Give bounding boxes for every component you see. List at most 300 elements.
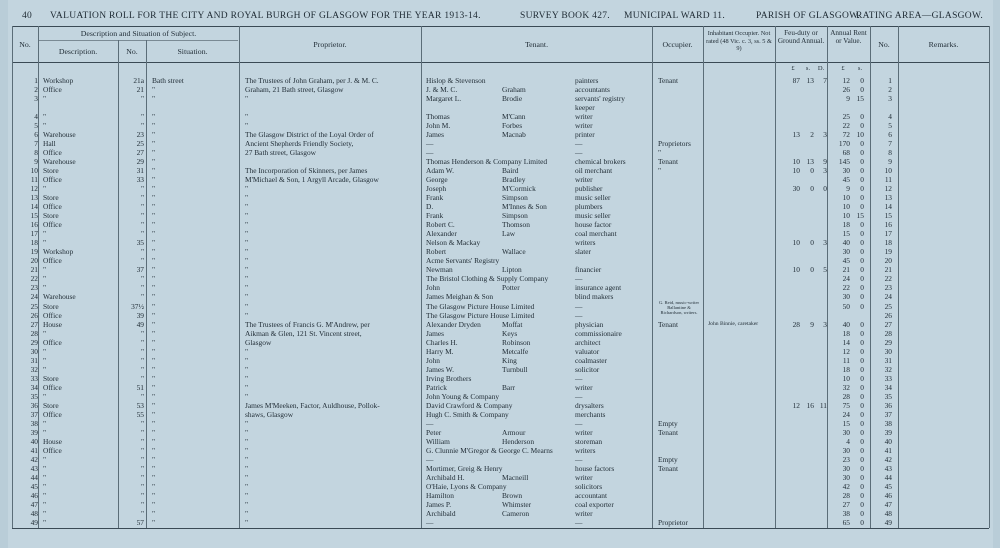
- street-number: ": [140, 346, 144, 356]
- annual-shillings: 0: [860, 400, 864, 410]
- proprietor: ": [245, 364, 249, 374]
- tenant-occupation: chemical brokers: [575, 157, 626, 167]
- annual-pounds: 145: [838, 157, 850, 167]
- description: Warehouse: [43, 292, 76, 302]
- situation: ": [152, 274, 156, 284]
- proprietor: The Incorporation of Skinners, per James: [245, 166, 368, 176]
- description: ": [43, 328, 47, 338]
- proprietor: ": [245, 472, 249, 482]
- street-number: ": [140, 499, 144, 509]
- annual-pounds: 14: [842, 337, 850, 347]
- annual-shillings: 0: [860, 121, 864, 131]
- occupier: ": [658, 166, 662, 176]
- proprietor: ": [245, 202, 249, 212]
- tenant-surname: M'Innes & Son: [502, 202, 547, 212]
- table-top-rule: [12, 26, 989, 27]
- annual-pounds: 30: [842, 472, 850, 482]
- situation: ": [152, 508, 156, 518]
- tenant-name: —: [426, 454, 434, 464]
- description: ": [43, 121, 47, 131]
- row-number: 48: [30, 508, 38, 518]
- row-number: 7: [34, 139, 38, 149]
- row-number: 14: [30, 202, 38, 212]
- tenant-occupation: printer: [575, 130, 595, 140]
- street-number: ": [140, 490, 144, 500]
- tenant-occupation: slater: [575, 247, 592, 257]
- situation: ": [152, 85, 156, 95]
- row-number-right: 14: [884, 202, 892, 212]
- situation: ": [152, 337, 156, 347]
- annual-shillings: 0: [860, 139, 864, 149]
- occupier: Proprietors: [658, 139, 691, 149]
- annual-shillings: 0: [860, 499, 864, 509]
- proprietor: ": [245, 274, 249, 284]
- situation: ": [152, 328, 156, 338]
- situation: ": [152, 112, 156, 122]
- annual-shillings: 0: [860, 409, 864, 419]
- situation: ": [152, 220, 156, 230]
- annual-pounds: 75: [842, 400, 850, 410]
- tenant-name: —: [426, 148, 434, 158]
- description: ": [43, 454, 47, 464]
- tenant-occupation: —: [575, 454, 583, 464]
- annual-shillings: 0: [860, 373, 864, 383]
- street-number: ": [140, 481, 144, 491]
- row-number: 34: [30, 382, 38, 392]
- tenant-name: John: [426, 283, 440, 293]
- description: ": [43, 391, 47, 401]
- tenant-occupation: writers: [575, 445, 596, 455]
- tenant-occupation: —: [575, 148, 583, 158]
- description: Store: [43, 166, 59, 176]
- tenant-occupation: servants' registry: [575, 94, 625, 104]
- description: Warehouse: [43, 157, 76, 167]
- annual-pounds: 21: [842, 265, 850, 275]
- tenant-surname: Simpson: [502, 211, 528, 221]
- tenant-name: Adam W.: [426, 166, 454, 176]
- situation: ": [152, 490, 156, 500]
- row-number: 45: [30, 481, 38, 491]
- annual-pounds: 18: [842, 328, 850, 338]
- tenant-occupation: merchants: [575, 409, 606, 419]
- description: Hall: [43, 139, 56, 149]
- feu-pound-unit: £: [791, 65, 795, 72]
- annual-pounds: 12: [842, 76, 850, 85]
- col-situation: Situation.: [177, 47, 208, 56]
- tenant-name: David Crawford & Company: [426, 400, 513, 410]
- description: Store: [43, 193, 59, 203]
- annual-pounds: 18: [842, 220, 850, 230]
- street-number: ": [140, 391, 144, 401]
- annual-pounds: 40: [842, 238, 850, 248]
- row-number-right: 47: [884, 499, 892, 509]
- street-number: ": [140, 112, 144, 122]
- tenant-surname: Brodie: [502, 94, 523, 104]
- description: ": [43, 472, 47, 482]
- occupier: Tenant: [658, 157, 679, 167]
- annual-pounds: 50: [842, 301, 850, 311]
- street-number: 23: [136, 130, 144, 140]
- proprietor: ": [245, 193, 249, 203]
- annual-pounds: 22: [842, 121, 850, 131]
- annual-pounds: 15: [842, 418, 850, 428]
- annual-shillings: 0: [860, 166, 864, 176]
- tenant-surname: Forbes: [502, 121, 523, 131]
- situation: ": [152, 481, 156, 491]
- tenant-name: Hislop & Stevenson: [426, 76, 486, 85]
- tenant-occupation: plumbers: [575, 202, 603, 212]
- situation: ": [152, 463, 156, 473]
- proprietor: ": [245, 481, 249, 491]
- proprietor: ": [245, 220, 249, 230]
- annual-pounds: 9: [846, 94, 850, 104]
- annual-pounds: 24: [842, 409, 850, 419]
- col-number: No.: [126, 47, 138, 56]
- situation: ": [152, 454, 156, 464]
- situation: ": [152, 184, 156, 194]
- feu-pence-unit: D.: [817, 65, 825, 72]
- row-number-right: 37: [884, 409, 892, 419]
- tenant-surname: Robinson: [502, 337, 531, 347]
- street-number: ": [140, 247, 144, 257]
- description: ": [43, 364, 47, 374]
- row-number: 39: [30, 427, 38, 437]
- street-number: ": [140, 274, 144, 284]
- description: Office: [43, 409, 62, 419]
- proprietor: ": [245, 373, 249, 383]
- annual-shillings: 0: [860, 418, 864, 428]
- description: Office: [43, 337, 62, 347]
- situation: ": [152, 139, 156, 149]
- row-number: 2: [34, 85, 38, 95]
- annual-pound-unit: £: [841, 65, 845, 72]
- situation: ": [152, 301, 156, 311]
- row-number: 25: [30, 301, 38, 311]
- row-number-right: 49: [884, 517, 892, 527]
- proprietor: The Trustees of Francis G. M'Andrew, per: [245, 319, 370, 329]
- annual-pounds: 26: [842, 85, 850, 95]
- tenant-name: The Glasgow Picture House Limited: [426, 301, 535, 311]
- proprietor: ": [245, 382, 249, 392]
- situation: ": [152, 94, 156, 104]
- tenant-name: —: [426, 139, 434, 149]
- feu-pence: 3: [823, 319, 827, 329]
- tenant-occupation: —: [575, 301, 583, 311]
- feu-pounds: 13: [792, 130, 800, 140]
- situation: ": [152, 211, 156, 221]
- tenant-name: John: [426, 355, 440, 365]
- col-no: No.: [19, 40, 31, 49]
- street-number: ": [140, 454, 144, 464]
- proprietor: ": [245, 121, 249, 131]
- description: ": [43, 283, 47, 293]
- feu-pence: 5: [823, 265, 827, 275]
- tenant-occupation: writer: [575, 508, 593, 518]
- feu-shillings: 13: [806, 157, 814, 167]
- row-number-right: 35: [884, 391, 892, 401]
- proprietor: ": [245, 355, 249, 365]
- annual-shillings: 0: [860, 319, 864, 329]
- row-number: 37: [30, 409, 38, 419]
- parish: PARISH OF GLASGOW.: [756, 11, 861, 21]
- proprietor: ": [245, 463, 249, 473]
- row-number: 44: [30, 472, 38, 482]
- tenant-surname: Simpson: [502, 193, 528, 203]
- feu-pounds: 10: [792, 238, 800, 248]
- annual-pounds: 40: [842, 319, 850, 329]
- annual-pounds: 32: [842, 382, 850, 392]
- situation: ": [152, 121, 156, 131]
- row-number: 9: [34, 157, 38, 167]
- annual-pounds: 24: [842, 274, 850, 284]
- row-number-right: 16: [884, 220, 892, 230]
- tenant-occupation: storeman: [575, 436, 603, 446]
- tenant-name: D.: [426, 202, 434, 212]
- col-tenant: Tenant.: [524, 40, 549, 49]
- tenant-name: Patrick: [426, 382, 447, 392]
- row-number-right: 48: [884, 508, 892, 518]
- feu-pounds: 87: [792, 76, 800, 85]
- row-number: 27: [30, 319, 38, 329]
- street-number: 53: [136, 400, 144, 410]
- row-number-right: 28: [884, 328, 892, 338]
- proprietor: The Trustees of John Graham, per J. & M. C.: [245, 76, 379, 85]
- tenant-name: Irving Brothers: [426, 373, 472, 383]
- row-number: 32: [30, 364, 38, 374]
- description: Office: [43, 175, 62, 185]
- street-number: ": [140, 256, 144, 266]
- row-number: 42: [30, 454, 38, 464]
- description: ": [43, 508, 47, 518]
- row-number-right: 8: [888, 148, 892, 158]
- street-number: 37: [136, 265, 144, 275]
- annual-pounds: 42: [842, 481, 850, 491]
- street-number: 35: [136, 238, 144, 248]
- tenant-surname: Brown: [502, 490, 523, 500]
- tenant-occupation: —: [575, 418, 583, 428]
- tenant-occupation: coal merchant: [575, 229, 617, 239]
- description: Office: [43, 202, 62, 212]
- row-number: 1: [34, 76, 38, 85]
- tenant-occupation: commissionaire: [575, 328, 622, 338]
- row-number: 30: [30, 346, 38, 356]
- proprietor: ": [245, 499, 249, 509]
- proprietor: Aikman & Glen, 121 St. Vincent street,: [245, 328, 362, 338]
- feu-shillings: 9: [810, 319, 814, 329]
- row-number: 11: [30, 175, 38, 185]
- tenant-occupation: painters: [575, 76, 599, 85]
- annual-shillings: 0: [860, 157, 864, 167]
- description: ": [43, 355, 47, 365]
- row-number-right: 3: [888, 94, 892, 104]
- annual-shillings: 0: [860, 229, 864, 239]
- tenant-occupation: music seller: [575, 211, 611, 221]
- annual-shillings: 0: [860, 337, 864, 347]
- row-number: 49: [30, 517, 38, 527]
- annual-pounds: 30: [842, 463, 850, 473]
- tenant-name: Archibald: [426, 508, 456, 518]
- row-number-right: 6: [888, 130, 892, 140]
- tenant-surname: M'Cann: [502, 112, 526, 122]
- description: ": [43, 418, 47, 428]
- row-number-right: 23: [884, 283, 892, 293]
- annual-pounds: 25: [842, 112, 850, 122]
- tenant-occupation: accountant: [575, 490, 608, 500]
- street-number: ": [140, 472, 144, 482]
- description: Store: [43, 211, 59, 221]
- situation: ": [152, 400, 156, 410]
- occupier: Proprietor: [658, 517, 688, 527]
- annual-pounds: 18: [842, 364, 850, 374]
- annual-pounds: 23: [842, 454, 850, 464]
- desc-group-rule: [38, 40, 238, 41]
- street-number: ": [140, 328, 144, 338]
- feu-shillings: 13: [806, 76, 814, 85]
- annual-shillings: 0: [860, 184, 864, 194]
- tenant-name: Hamilton: [426, 490, 454, 500]
- tenant-occupation: house factors: [575, 463, 615, 473]
- proprietor: ": [245, 94, 249, 104]
- row-number: 6: [34, 130, 38, 140]
- annual-pounds: 10: [842, 193, 850, 203]
- feu-pounds: 28: [792, 319, 800, 329]
- situation: ": [152, 175, 156, 185]
- proprietor: shaws, Glasgow: [245, 409, 294, 419]
- row-number: 46: [30, 490, 38, 500]
- description: Office: [43, 85, 62, 95]
- proprietor: ": [245, 517, 249, 527]
- annual-pounds: 65: [842, 517, 850, 527]
- description: Workshop: [43, 76, 74, 85]
- tenant-surname: Baird: [502, 166, 519, 176]
- proprietor: ": [245, 490, 249, 500]
- street-number: ": [140, 283, 144, 293]
- row-number-right: 22: [884, 274, 892, 284]
- feu-pounds: 12: [792, 400, 800, 410]
- description: ": [43, 238, 47, 248]
- annual-shillings: 0: [860, 283, 864, 293]
- annual-pounds: 22: [842, 283, 850, 293]
- tenant-surname: Thomson: [502, 220, 530, 230]
- description: House: [43, 319, 62, 329]
- annual-shillings: 0: [860, 301, 864, 311]
- annual-shillings: 0: [860, 517, 864, 527]
- street-number: 55: [136, 409, 144, 419]
- tenant-name: Frank: [426, 193, 444, 203]
- row-number-right: 45: [884, 481, 892, 491]
- description: ": [43, 94, 47, 104]
- tenant-surname: M'Cormick: [502, 184, 536, 194]
- annual-shillings: 10: [856, 130, 864, 140]
- row-number: 38: [30, 418, 38, 428]
- row-number-right: 13: [884, 193, 892, 203]
- annual-pounds: 9: [846, 184, 850, 194]
- tenant-surname: Lipton: [502, 265, 522, 275]
- situation: ": [152, 436, 156, 446]
- row-number: 31: [30, 355, 38, 365]
- tenant-name: The Glasgow Picture House Limited: [426, 310, 535, 320]
- annual-shillings: 15: [856, 94, 864, 104]
- situation: ": [152, 157, 156, 167]
- row-number: 29: [30, 337, 38, 347]
- situation: ": [152, 193, 156, 203]
- row-number: 43: [30, 463, 38, 473]
- tenant-occupation: accountants: [575, 85, 610, 95]
- tenant-surname: King: [502, 355, 517, 365]
- row-number-right: 20: [884, 256, 892, 266]
- description: Office: [43, 256, 62, 266]
- annual-pounds: 28: [842, 391, 850, 401]
- street-number: ": [140, 292, 144, 302]
- tenant-name: O'Haie, Lyons & Company: [426, 481, 507, 491]
- occupier: Tenant: [658, 463, 679, 473]
- row-number: 12: [30, 184, 38, 194]
- tenant-occupation: coalmaster: [575, 355, 608, 365]
- annual-shillings: 0: [860, 436, 864, 446]
- street-number: 33: [136, 175, 144, 185]
- row-number: 5: [34, 121, 38, 131]
- annual-pounds: 30: [842, 445, 850, 455]
- street-number: ": [140, 184, 144, 194]
- tenant-occupation: drysalters: [575, 400, 604, 410]
- row-number: 16: [30, 220, 38, 230]
- situation: ": [152, 499, 156, 509]
- street-number: ": [140, 427, 144, 437]
- street-number: 49: [136, 319, 144, 329]
- street-number: ": [140, 121, 144, 131]
- annual-shillings: 0: [860, 76, 864, 85]
- tenant-occupation: —: [575, 274, 583, 284]
- annual-pounds: 27: [842, 499, 850, 509]
- row-number-right: 17: [884, 229, 892, 239]
- feu-pence: 11: [819, 400, 827, 410]
- annual-shillings: 0: [860, 391, 864, 401]
- row-number-right: 18: [884, 238, 892, 248]
- description: ": [43, 427, 47, 437]
- proprietor: ": [245, 418, 249, 428]
- annual-pounds: 30: [842, 247, 850, 257]
- row-number-right: 24: [884, 292, 892, 302]
- proprietor: ": [245, 436, 249, 446]
- col-occupier: Occupier.: [662, 40, 693, 49]
- proprietor: ": [245, 454, 249, 464]
- proprietor: Glasgow: [245, 337, 272, 347]
- annual-pounds: 12: [842, 346, 850, 356]
- description: ": [43, 517, 47, 527]
- valuation-roll-page: [8, 0, 993, 548]
- street-number: 25: [136, 139, 144, 149]
- tenant-name: Frank: [426, 211, 444, 221]
- feu-pounds: 30: [792, 184, 800, 194]
- annual-shillings: 0: [860, 292, 864, 302]
- annual-shillings: 0: [860, 193, 864, 203]
- row-number-right: 46: [884, 490, 892, 500]
- proprietor: ": [245, 283, 249, 293]
- annual-shillings: 0: [860, 364, 864, 374]
- occupier: Tenant: [658, 319, 679, 329]
- proprietor: ": [245, 346, 249, 356]
- row-number-right: 7: [888, 139, 892, 149]
- annual-shillings: 0: [860, 328, 864, 338]
- col-no-2: No.: [878, 40, 890, 49]
- row-number: 15: [30, 211, 38, 221]
- feu-pence: 7: [823, 76, 827, 85]
- row-number-right: 38: [884, 418, 892, 428]
- tenant-name: —: [426, 418, 434, 428]
- row-number-right: 31: [884, 355, 892, 365]
- side-note: G. Reid, music-writer Ballantine & Richardson, writers.: [658, 300, 700, 316]
- tenant-occupation: coal exporter: [575, 499, 614, 509]
